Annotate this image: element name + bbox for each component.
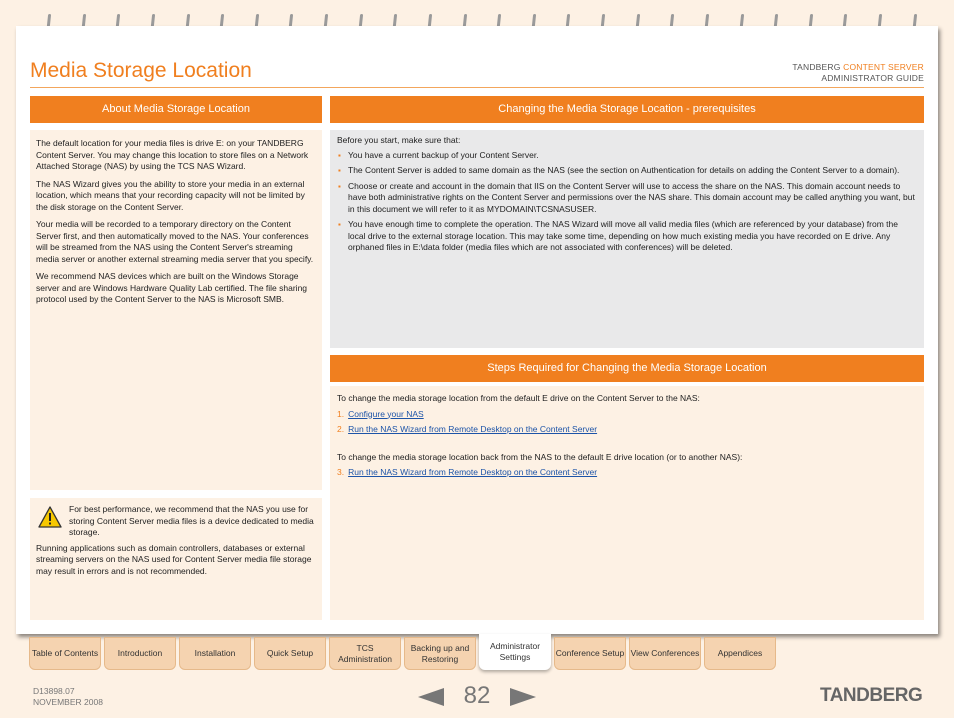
- doc-id: D13898.07: [33, 686, 75, 696]
- about-paragraph: We recommend NAS devices which are built on the Windows Storage server and are Windows Hardware Quality Lab certified. The file sharing protocol used by the Content Server to the NAS is Microsoft SMB.: [36, 271, 308, 304]
- prereq-header: Changing the Media Storage Location - prerequisites: [330, 96, 924, 123]
- about-paragraph: The NAS Wizard gives you the ability to store your media in an external location, which means that your recording capacity will not be limited by the disk storage on the Content Server.: [36, 178, 305, 212]
- prereq-bullet: ▪ You have enough time to complete the operation. The NAS Wizard will move all valid media files (which are referenced by your database) from the local drive to the external storage location. This may take some time, depending on how much existing media you have recorded on E drive. Any orphaned files in E:\data folder (media files which are not associated with conferences) will be deleted.: [337, 219, 917, 254]
- about-paragraph: The default location for your media files is drive E: on your TANDBERG Content Server. You may change this location to store files on a Network Attached Storage (NAS) by using the TCS NAS Wizard.: [36, 138, 309, 171]
- tab-quick-setup[interactable]: Quick Setup: [254, 637, 326, 670]
- run-nas-wizard-link-revert[interactable]: Run the NAS Wizard from Remote Desktop on the Content Server: [348, 467, 598, 477]
- tab-installation[interactable]: Installation: [179, 637, 251, 670]
- brand-product: CONTENT SERVER: [843, 62, 924, 72]
- step-item: [337, 409, 917, 421]
- warning-panel: [30, 498, 322, 620]
- prereq-list: [337, 150, 917, 254]
- tab-tcs-administration[interactable]: TCS Administration: [329, 637, 401, 670]
- tab-view-conferences[interactable]: View Conferences: [629, 637, 701, 670]
- prereq-bullet: ▪ You have a current backup of your Content Server.: [337, 150, 917, 162]
- warning-icon: [38, 506, 62, 528]
- tandberg-logo: TANDBERG: [820, 685, 923, 706]
- title-divider: [30, 87, 924, 88]
- run-nas-wizard-link[interactable]: Run the NAS Wizard from Remote Desktop on the Content Server: [348, 424, 598, 434]
- warning-text: For best performance, we recommend that the NAS you use for storing Content Server media files is a device dedicated to media storage.: [69, 504, 314, 537]
- document-info: [33, 686, 103, 708]
- doc-date: NOVEMBER 2008: [33, 697, 103, 707]
- prereq-intro: Before you start, make sure that:: [337, 135, 461, 145]
- about-paragraph: Your media will be recorded to a temporary directory on the Content Server first, and then automatically moved to the NAS. Your conferences will be streamed from the NAS using the Content Server's streaming media server or another external streaming media server that you specify.: [36, 219, 314, 264]
- step-number: 1.: [337, 408, 345, 419]
- step-item: [337, 467, 917, 479]
- nav-tabs: [29, 637, 779, 671]
- page-title: Media Storage Location: [30, 59, 252, 82]
- prereq-bullet: ▪ The Content Server is added to same domain as the NAS (see the section on Authentication for details on adding the Content Server to a domain).: [337, 165, 917, 177]
- next-page-icon[interactable]: [510, 688, 536, 706]
- brand-guide: ADMINISTRATOR GUIDE: [821, 73, 924, 83]
- about-header: About Media Storage Location: [30, 96, 322, 123]
- page-sheet: [16, 26, 938, 634]
- brand-name: TANDBERG: [792, 62, 844, 72]
- page-number: 82: [463, 682, 491, 709]
- brand-header: [792, 62, 924, 84]
- prereq-panel: [330, 130, 924, 348]
- pager: [418, 682, 536, 712]
- step-number: 3.: [337, 467, 345, 477]
- tab-introduction[interactable]: Introduction: [104, 637, 176, 670]
- step-number: 2.: [337, 424, 345, 434]
- tab-conference-setup[interactable]: Conference Setup: [554, 637, 626, 670]
- tab-administrator-settings[interactable]: Administrator Settings: [479, 634, 551, 670]
- steps-panel: [330, 386, 924, 620]
- steps-intro: To change the media storage location back from the NAS to the default E drive location (or to another NAS):: [337, 451, 743, 462]
- tab-appendices[interactable]: Appendices: [704, 637, 776, 670]
- warning-text: Running applications such as domain controllers, databases or external streaming servers on the NAS used for Content Server media file storage may result in errors and is not recommended.: [36, 542, 312, 576]
- steps-header: Steps Required for Changing the Media Storage Location: [330, 355, 924, 382]
- prev-page-icon[interactable]: [418, 688, 444, 706]
- steps-intro: To change the media storage location from the default E drive on the Content Server to the NAS:: [337, 393, 700, 403]
- step-item: [337, 424, 917, 436]
- tab-table-of-contents[interactable]: Table of Contents: [29, 637, 101, 670]
- prereq-bullet: ▪ Choose or create and account in the domain that IIS on the Content Server will use to access the share on the NAS. This domain account needs to have both administrative rights on the Content Server and permissions over the NAS share. This domain account may be called anything you want, but in this document we will refer to it as MYDOMAIN\TCSNASUSER.: [337, 181, 917, 216]
- tab-backing-up-restoring[interactable]: Backing up and Restoring: [404, 637, 476, 670]
- about-panel: [30, 130, 322, 490]
- configure-nas-link[interactable]: Configure your NAS: [348, 408, 424, 419]
